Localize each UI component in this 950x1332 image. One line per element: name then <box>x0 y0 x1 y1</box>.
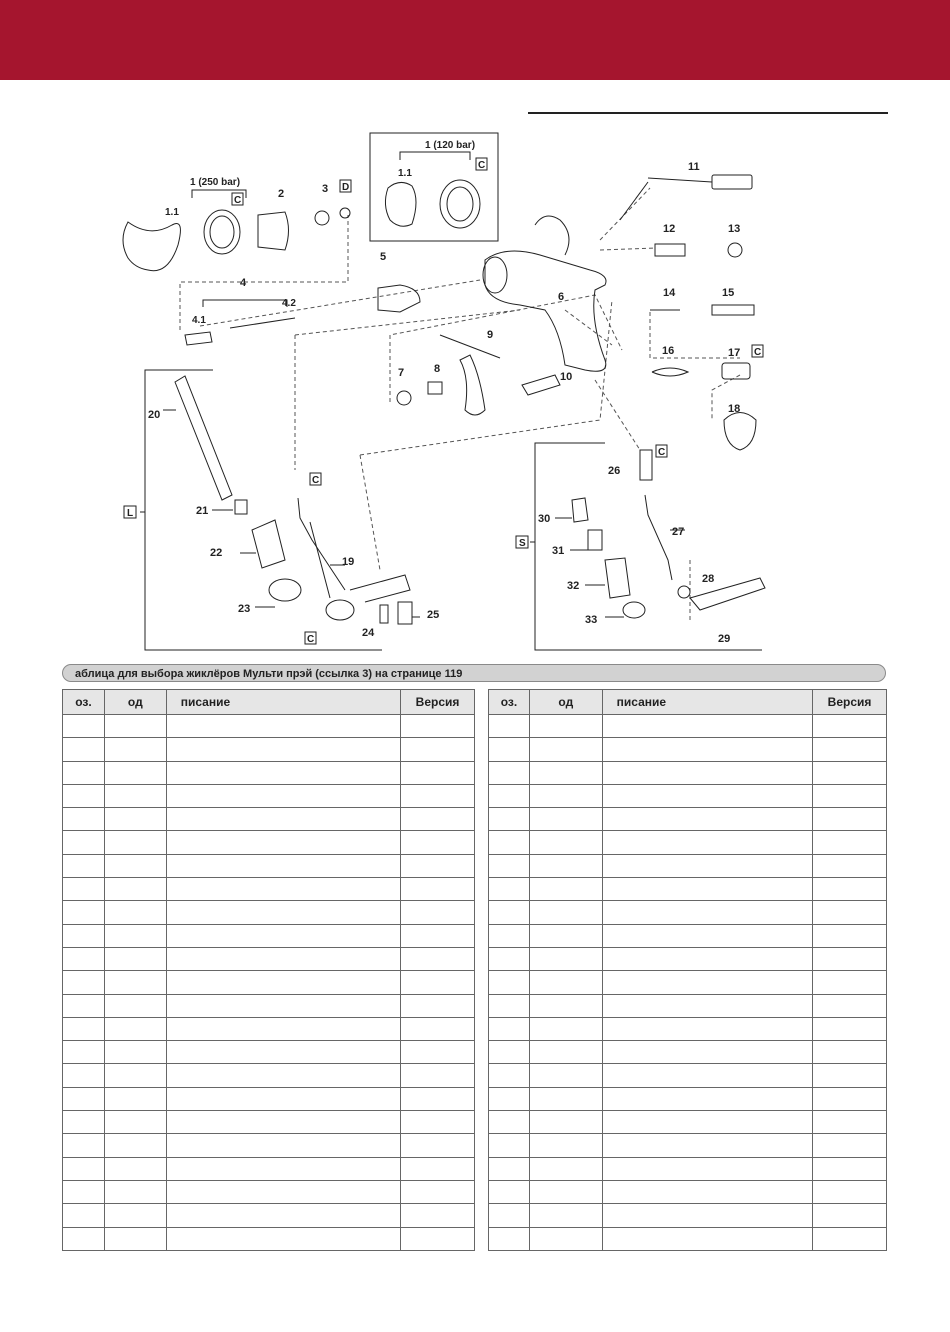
table-cell <box>166 1180 400 1203</box>
table-cell <box>401 1111 475 1134</box>
table-row <box>63 854 475 877</box>
table-cell <box>813 784 887 807</box>
parts-table-right <box>488 689 887 1251</box>
table-cell <box>813 994 887 1017</box>
table-cell <box>104 947 166 970</box>
table-cell <box>63 1041 105 1064</box>
table-cell <box>104 878 166 901</box>
table-row <box>63 784 475 807</box>
table-cell <box>166 715 400 738</box>
table-cell <box>602 1134 812 1157</box>
table-cell <box>166 1134 400 1157</box>
table-cell <box>489 1157 530 1180</box>
label-29: 29 <box>718 633 731 645</box>
table-cell <box>63 808 105 831</box>
table-cell <box>602 1087 812 1110</box>
marker-d: D <box>342 182 350 193</box>
label-16: 16 <box>662 345 675 357</box>
table-cell <box>489 1017 530 1040</box>
table-cell <box>104 1157 166 1180</box>
table-cell <box>813 1111 887 1134</box>
table-cell <box>602 947 812 970</box>
table-cell <box>602 761 812 784</box>
table-cell <box>401 761 475 784</box>
table-cell <box>401 994 475 1017</box>
table-row <box>63 924 475 947</box>
table-cell <box>166 1157 400 1180</box>
table-cell <box>813 1064 887 1087</box>
label-31: 31 <box>552 545 565 557</box>
table-cell <box>104 1017 166 1040</box>
label-1-250bar: 1 (250 bar) <box>190 177 241 188</box>
table-cell <box>529 1064 602 1087</box>
table-cell <box>63 715 105 738</box>
table-row <box>63 1111 475 1134</box>
table-cell <box>166 808 400 831</box>
label-20: 20 <box>148 409 161 421</box>
label-14: 14 <box>663 287 676 299</box>
table-cell <box>166 1064 400 1087</box>
table-row <box>489 784 887 807</box>
label-27: 27 <box>672 526 685 538</box>
table-cell <box>489 1227 530 1250</box>
table-cell <box>104 1134 166 1157</box>
table-cell <box>529 1227 602 1250</box>
table-cell <box>63 901 105 924</box>
table-cell <box>166 854 400 877</box>
group-l-frame <box>145 370 382 650</box>
table-cell <box>489 947 530 970</box>
col-header-pos: оз. <box>63 690 105 715</box>
table-cell <box>401 854 475 877</box>
label-4-1: 4.1 <box>192 315 206 326</box>
table-header-row <box>63 690 475 715</box>
table-cell <box>602 1204 812 1227</box>
table-cell <box>166 901 400 924</box>
table-cell <box>401 1041 475 1064</box>
table-cell <box>401 808 475 831</box>
table-cell <box>401 1064 475 1087</box>
table-cell <box>813 831 887 854</box>
table-row <box>63 1064 475 1087</box>
table-cell <box>401 715 475 738</box>
col-header-code: од <box>104 690 166 715</box>
nozzle-table-banner: аблица для выбора жиклёров Мульти прэй (ссылка 3) на странице 119 <box>62 664 886 682</box>
table-cell <box>489 1087 530 1110</box>
table-cell <box>166 1204 400 1227</box>
table-cell <box>602 1180 812 1203</box>
table-row <box>489 1134 887 1157</box>
label-13: 13 <box>728 223 741 235</box>
table-cell <box>813 1204 887 1227</box>
table-cell <box>104 854 166 877</box>
table-cell <box>529 784 602 807</box>
table-cell <box>166 1041 400 1064</box>
table-row <box>63 715 475 738</box>
table-cell <box>529 831 602 854</box>
table-cell <box>401 878 475 901</box>
table-cell <box>401 1204 475 1227</box>
table-cell <box>813 1087 887 1110</box>
table-cell <box>602 1227 812 1250</box>
marker-c-4: C <box>658 447 666 458</box>
table-cell <box>401 971 475 994</box>
table-cell <box>401 1157 475 1180</box>
table-cell <box>63 738 105 761</box>
table-cell <box>63 924 105 947</box>
table-row <box>489 1041 887 1064</box>
label-21: 21 <box>196 505 209 517</box>
table-cell <box>401 901 475 924</box>
table-cell <box>63 1111 105 1134</box>
label-18: 18 <box>728 403 741 415</box>
table-row <box>489 878 887 901</box>
group-s-frame <box>535 443 762 650</box>
table-cell <box>63 947 105 970</box>
table-cell <box>401 1227 475 1250</box>
table-cell <box>401 738 475 761</box>
table-cell <box>489 808 530 831</box>
label-1-1a: 1.1 <box>165 207 179 218</box>
table-cell <box>104 831 166 854</box>
table-cell <box>529 947 602 970</box>
table-cell <box>63 1227 105 1250</box>
table-cell <box>166 947 400 970</box>
label-33: 33 <box>585 614 598 626</box>
table-cell <box>401 924 475 947</box>
table-cell <box>63 1087 105 1110</box>
table-cell <box>529 901 602 924</box>
table-cell <box>602 831 812 854</box>
table-cell <box>489 1134 530 1157</box>
table-cell <box>813 1157 887 1180</box>
table-cell <box>529 808 602 831</box>
table-cell <box>529 878 602 901</box>
table-cell <box>401 1017 475 1040</box>
table-cell <box>489 924 530 947</box>
table-row <box>489 1180 887 1203</box>
marker-c-5: C <box>312 475 320 486</box>
table-row <box>489 715 887 738</box>
col-header-pos: оз. <box>489 690 530 715</box>
table-row <box>63 808 475 831</box>
table-cell <box>529 1087 602 1110</box>
table-cell <box>63 854 105 877</box>
table-cell <box>104 715 166 738</box>
table-cell <box>813 808 887 831</box>
table-cell <box>602 784 812 807</box>
table-cell <box>602 1064 812 1087</box>
table-cell <box>529 1017 602 1040</box>
table-cell <box>489 738 530 761</box>
label-25: 25 <box>427 609 440 621</box>
label-24: 24 <box>362 627 375 639</box>
table-row <box>63 1017 475 1040</box>
table-cell <box>602 901 812 924</box>
label-15: 15 <box>722 287 735 299</box>
section-rule <box>528 112 888 114</box>
label-19: 19 <box>342 556 355 568</box>
label-8: 8 <box>434 363 441 375</box>
table-cell <box>401 1134 475 1157</box>
table-cell <box>63 831 105 854</box>
table-cell <box>63 784 105 807</box>
table-cell <box>813 854 887 877</box>
table-cell <box>602 1157 812 1180</box>
table-cell <box>529 1157 602 1180</box>
table-cell <box>602 1111 812 1134</box>
table-cell <box>166 831 400 854</box>
table-cell <box>602 1041 812 1064</box>
table-row <box>63 1041 475 1064</box>
header-bar <box>0 0 950 80</box>
table-cell <box>813 1180 887 1203</box>
table-row <box>489 761 887 784</box>
table-row <box>63 971 475 994</box>
table-cell <box>489 1204 530 1227</box>
table-cell <box>104 1064 166 1087</box>
table-cell <box>529 1041 602 1064</box>
table-cell <box>401 1087 475 1110</box>
table-cell <box>602 1017 812 1040</box>
table-cell <box>529 854 602 877</box>
table-cell <box>813 878 887 901</box>
table-row <box>489 947 887 970</box>
marker-s: S <box>519 538 526 549</box>
table-cell <box>602 971 812 994</box>
table-row <box>489 1064 887 1087</box>
label-3: 3 <box>322 183 329 195</box>
table-cell <box>104 1041 166 1064</box>
table-cell <box>529 738 602 761</box>
table-cell <box>489 1180 530 1203</box>
table-cell <box>166 1087 400 1110</box>
table-cell <box>104 1204 166 1227</box>
table-cell <box>63 1134 105 1157</box>
table-cell <box>166 738 400 761</box>
table-row <box>489 808 887 831</box>
label-30: 30 <box>538 513 551 525</box>
table-row <box>63 901 475 924</box>
marker-c-2: C <box>478 160 486 171</box>
label-12: 12 <box>663 223 676 235</box>
table-cell <box>63 761 105 784</box>
table-cell <box>104 971 166 994</box>
table-cell <box>63 994 105 1017</box>
table-cell <box>602 738 812 761</box>
table-cell <box>166 994 400 1017</box>
label-32: 32 <box>567 580 580 592</box>
table-row <box>63 1134 475 1157</box>
table-cell <box>813 901 887 924</box>
col-header-code: од <box>529 690 602 715</box>
table-cell <box>529 1134 602 1157</box>
table-row <box>489 1204 887 1227</box>
table-cell <box>104 1111 166 1134</box>
table-cell <box>63 1204 105 1227</box>
marker-l: L <box>127 508 134 519</box>
table-row <box>63 831 475 854</box>
label-6: 6 <box>558 291 565 303</box>
table-cell <box>166 1111 400 1134</box>
table-cell <box>104 738 166 761</box>
table-cell <box>489 761 530 784</box>
label-4-2: 4.2 <box>282 298 296 309</box>
table-cell <box>529 994 602 1017</box>
table-cell <box>63 878 105 901</box>
label-2: 2 <box>278 188 285 200</box>
table-cell <box>104 1180 166 1203</box>
table-cell <box>489 1064 530 1087</box>
table-cell <box>166 761 400 784</box>
table-row <box>489 738 887 761</box>
table-cell <box>63 971 105 994</box>
table-cell <box>401 784 475 807</box>
table-row <box>489 1111 887 1134</box>
table-cell <box>63 1064 105 1087</box>
label-28: 28 <box>702 573 715 585</box>
table-row <box>63 761 475 784</box>
table-cell <box>813 1017 887 1040</box>
label-17: 17 <box>728 347 741 359</box>
table-cell <box>813 947 887 970</box>
table-cell <box>104 901 166 924</box>
table-cell <box>529 715 602 738</box>
label-1-1b: 1.1 <box>398 168 412 179</box>
table-cell <box>104 994 166 1017</box>
table-cell <box>489 854 530 877</box>
table-header-row <box>489 690 887 715</box>
table-cell <box>529 1111 602 1134</box>
marker-c-1: C <box>234 195 242 206</box>
table-cell <box>63 1180 105 1203</box>
label-7: 7 <box>398 367 405 379</box>
table-cell <box>489 994 530 1017</box>
table-cell <box>63 1157 105 1180</box>
table-cell <box>813 971 887 994</box>
label-4: 4 <box>240 277 247 289</box>
table-row <box>489 1087 887 1110</box>
table-cell <box>401 1180 475 1203</box>
col-header-desc: писание <box>602 690 812 715</box>
label-22: 22 <box>210 547 223 559</box>
table-cell <box>529 924 602 947</box>
table-cell <box>489 831 530 854</box>
table-cell <box>104 808 166 831</box>
table-cell <box>489 878 530 901</box>
table-row <box>489 1157 887 1180</box>
table-cell <box>489 971 530 994</box>
table-cell <box>401 831 475 854</box>
table-cell <box>813 715 887 738</box>
table-cell <box>813 1041 887 1064</box>
table-cell <box>813 1134 887 1157</box>
col-header-desc: писание <box>166 690 400 715</box>
table-cell <box>489 1111 530 1134</box>
label-1-120bar: 1 (120 bar) <box>425 140 476 151</box>
table-cell <box>104 761 166 784</box>
table-row <box>489 1017 887 1040</box>
table-row <box>489 831 887 854</box>
table-row <box>489 1227 887 1250</box>
col-header-version: Версия <box>813 690 887 715</box>
table-cell <box>529 971 602 994</box>
table-cell <box>602 924 812 947</box>
table-cell <box>529 1204 602 1227</box>
parts-table-left <box>62 689 475 1251</box>
table-cell <box>489 715 530 738</box>
table-cell <box>529 1180 602 1203</box>
table-cell <box>104 1087 166 1110</box>
table-cell <box>63 1017 105 1040</box>
table-cell <box>166 1017 400 1040</box>
table-cell <box>489 784 530 807</box>
table-cell <box>166 924 400 947</box>
table-cell <box>489 901 530 924</box>
table-cell <box>813 1227 887 1250</box>
table-cell <box>602 715 812 738</box>
table-row <box>489 924 887 947</box>
table-cell <box>166 1227 400 1250</box>
table-row <box>63 1087 475 1110</box>
table-row <box>63 878 475 901</box>
table-row <box>63 1180 475 1203</box>
table-cell <box>166 878 400 901</box>
table-cell <box>166 971 400 994</box>
table-cell <box>104 924 166 947</box>
table-cell <box>813 924 887 947</box>
exploded-parts-diagram <box>0 120 950 660</box>
table-cell <box>166 784 400 807</box>
marker-c-6: C <box>307 634 315 645</box>
table-row <box>489 854 887 877</box>
table-cell <box>813 738 887 761</box>
label-11: 11 <box>688 161 700 173</box>
col-header-version: Версия <box>401 690 475 715</box>
table-cell <box>104 784 166 807</box>
table-row <box>489 994 887 1017</box>
table-row <box>63 738 475 761</box>
label-23: 23 <box>238 603 251 615</box>
table-row <box>63 1204 475 1227</box>
label-26: 26 <box>608 465 621 477</box>
table-cell <box>529 761 602 784</box>
label-9: 9 <box>487 329 494 341</box>
label-10: 10 <box>560 371 573 383</box>
table-cell <box>602 854 812 877</box>
table-row <box>63 1157 475 1180</box>
table-cell <box>401 947 475 970</box>
marker-c-3: C <box>754 347 762 358</box>
table-cell <box>602 808 812 831</box>
table-cell <box>602 878 812 901</box>
table-row <box>63 947 475 970</box>
table-row <box>489 901 887 924</box>
table-cell <box>813 761 887 784</box>
table-cell <box>104 1227 166 1250</box>
label-5: 5 <box>380 251 387 263</box>
table-row <box>489 971 887 994</box>
table-cell <box>602 994 812 1017</box>
table-row <box>63 994 475 1017</box>
table-cell <box>489 1041 530 1064</box>
table-row <box>63 1227 475 1250</box>
